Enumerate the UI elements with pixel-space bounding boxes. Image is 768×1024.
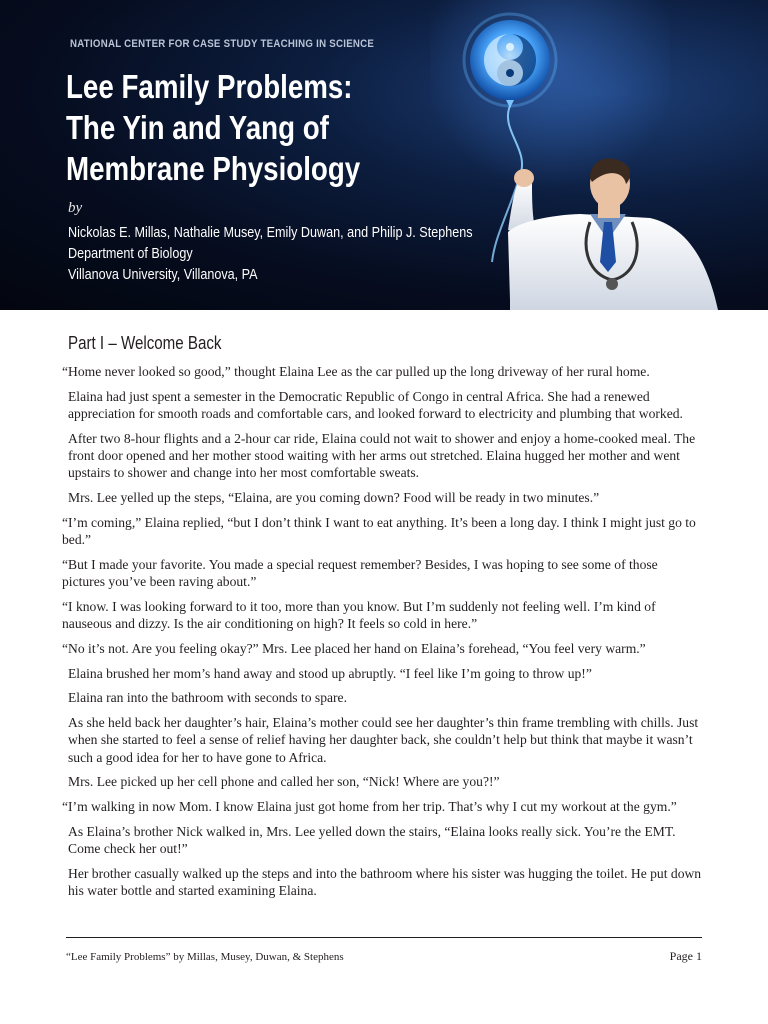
footer-divider	[66, 937, 702, 938]
document-title	[66, 66, 360, 189]
paragraph: “I know. I was looking forward to it too, more than you know. But I’m suddenly not feeling well. I’m kind of nauseous and dizzy. Is the air conditioning on high? It feels so cold in here.”	[62, 598, 656, 631]
paragraph: “But I made your favorite. You made a special request remember? Besides, I was hoping to see some of those pictures you’ve been raving about.”	[62, 556, 658, 589]
paragraph: “No it’s not. Are you feeling okay?” Mrs. Lee placed her hand on Elaina’s forehead, “You feel very warm.”	[62, 640, 646, 656]
paragraph: Elaina brushed her mom’s hand away and stood up abruptly. “I feel like I’m going to throw up!”	[68, 665, 592, 681]
paragraph: Mrs. Lee picked up her cell phone and called her son, “Nick! Where are you?!”	[68, 774, 500, 790]
header-banner	[0, 0, 768, 310]
page-number: Page 1	[669, 949, 702, 963]
paragraph: After two 8-hour flights and a 2-hour car ride, Elaina could not wait to shower and enjoy a home-cooked meal. The front door opened and her mother stood waiting with her arms out stretched. Elaina hugged her mother and went upstairs to shower and change into her most comfortable sweats.	[68, 430, 696, 481]
paragraph: Her brother casually walked up the steps and into the bathroom where his sister was hugging the toilet. He put down his water bottle and started examining Elaina.	[68, 865, 702, 899]
university: Villanova University, Villanova, PA	[68, 266, 258, 283]
footer-citation: “Lee Family Problems” by Millas, Musey, Duwan, & Stephens	[66, 951, 344, 963]
paragraph: Mrs. Lee yelled up the steps, “Elaina, are you coming down? Food will be ready in two minutes.”	[68, 490, 600, 505]
title-line-1: Lee Family Problems:	[66, 68, 353, 105]
paragraph: Elaina had just spent a semester in the Democratic Republic of Congo in central Africa. She had a renewed appreciation for smooth roads and comfortable cars, and looked forward to electricity and plumbing that worked.	[68, 388, 683, 421]
title-line-2: The Yin and Yang of	[66, 109, 329, 146]
paragraph: Elaina ran into the bathroom with seconds to spare.	[68, 690, 347, 706]
paragraph: As she held back her daughter’s hair, Elaina’s mother could see her daughter’s thin frame trembling with chills. Just when she started to feel a sense of relief having her daughter back, she couldn’t help but think that maybe it wasn’t such a good idea for her to have gone to Africa.	[68, 715, 699, 765]
paragraph: “I’m coming,” Elaina replied, “but I don’t think I want to eat anything. It’s been a long day. I think I might just go to bed.”	[62, 514, 696, 547]
by-label: by	[68, 200, 83, 216]
section-heading: Part I – Welcome Back	[68, 333, 222, 353]
paragraph: “Home never looked so good,” thought Elaina Lee as the car pulled up the long driveway of her rural home.	[62, 364, 650, 379]
title-line-3: Membrane Physiology	[66, 150, 361, 187]
paragraph: As Elaina’s brother Nick walked in, Mrs. Lee yelled down the stairs, “Elaina looks really sick. You’re the EMT. Come check her out!”	[68, 823, 676, 857]
organization-name: NATIONAL CENTER FOR CASE STUDY TEACHING IN SCIENCE	[70, 38, 375, 50]
author-block	[68, 222, 473, 285]
scientist-illustration	[440, 0, 740, 310]
author-names: Nickolas E. Millas, Nathalie Musey, Emily Duwan, and Philip J. Stephens	[68, 224, 473, 241]
paragraph: “I’m walking in now Mom. I know Elaina just got home from her trip. That’s why I cut my workout at the gym.”	[62, 799, 677, 815]
department: Department of Biology	[68, 245, 193, 262]
yin-yang-balloon-icon	[464, 14, 556, 108]
case-body	[62, 363, 702, 907]
